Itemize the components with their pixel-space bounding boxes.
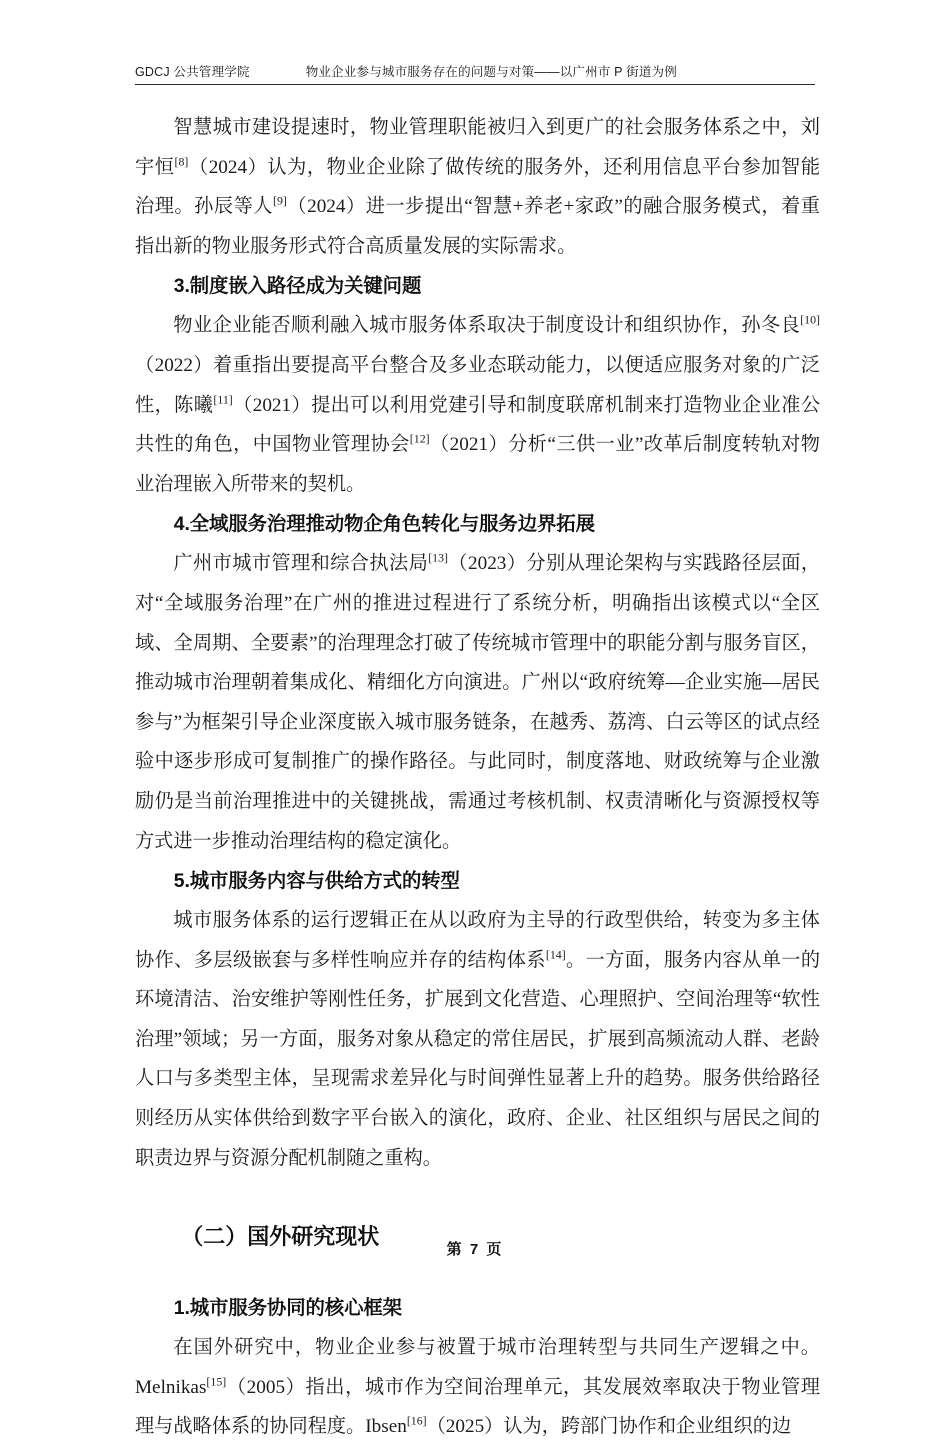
page-number-label: 第 7 页 xyxy=(446,1241,504,1258)
par-text-c: （2025）认为，跨部门协作和企业组织的边 xyxy=(426,1416,792,1438)
subheading-3-institutional-embedding: 3.制度嵌入路径成为关键问题 xyxy=(173,275,422,298)
header-thesis-title: 物业企业参与城市服务存在的问题与对策——以广州市 P 街道为例 xyxy=(305,65,677,79)
paragraph-service-transformation xyxy=(135,901,820,1178)
citation-ref-14: [14] xyxy=(545,947,566,962)
subheading-5-service-transformation: 5.城市服务内容与供给方式的转型 xyxy=(173,870,460,893)
par-text-c: （2021）提出可以利用党建引导和制度联席机制来打造物业企业准公共性的角色，中国物业管理协会 xyxy=(135,394,821,456)
par-text-a: 在国外研究中，物业企业参与被置于城市治理转型与共同生产逻辑之中。Melnikas xyxy=(135,1337,820,1398)
citation-ref-13: [13] xyxy=(428,550,449,565)
subheading-4-global-service-governance: 4.全域服务治理推动物企角色转化与服务边界拓展 xyxy=(173,513,595,536)
citation-ref-9: [9] xyxy=(273,193,287,208)
subheading-1-core-framework: 1.城市服务协同的核心框架 xyxy=(173,1297,402,1320)
par-text-b: （2022）着重指出要提高平台整合及多业态联动能力，以便适应服务对象的广泛性，陈曦 xyxy=(135,354,820,416)
citation-ref-10: [10] xyxy=(800,312,820,327)
par-text-d: （2021）分析“三供一业”改革后制度转轨对物业治理嵌入所带来的契机。 xyxy=(135,434,820,495)
par-text-b: 。一方面，服务内容从单一的环境清洁、治安维护等刚性任务，扩展到文化营造、心理照护、空间治理等“软性治理”领域；另一方面，服务对象从稳定的常住居民，扩展到高频流动人群、老龄人口与多类型主体，呈现需求差异化与时间弹性显著上升的趋势。服务供给路径则经历从实体供给到数字平台嵌入的演化，政府、企业、社区组织与居民之间的职责边界与资源分配机制随之重构。 xyxy=(135,949,821,1169)
heading-spacer xyxy=(135,1258,820,1288)
paragraph-overseas-core-framework xyxy=(135,1328,820,1447)
citation-ref-16: [16] xyxy=(406,1414,427,1429)
par-text-c: （2024）进一步提出“智慧+养老+家政”的融合服务模式，着重指出新的物业服务形式符合高质量发展的实际需求。 xyxy=(135,196,820,257)
citation-ref-15: [15] xyxy=(206,1374,227,1389)
par-text-a: 城市服务体系的运行逻辑正在从以政府为主导的行政型供给，转变为多主体协作、多层级嵌套与多样性响应并存的结构体系 xyxy=(135,910,820,971)
par-text-a: 物业企业能否顺利融入城市服务体系取决于制度设计和组织协作，孙冬良 xyxy=(173,315,801,337)
par-text-a: 智慧城市建设提速时，物业管理职能被归入到更广的社会服务体系之中，刘宇恒 xyxy=(135,117,820,178)
section-spacer xyxy=(135,1178,820,1216)
par-text-a: 广州市城市管理和综合执法局 xyxy=(173,553,429,575)
running-header xyxy=(135,62,815,85)
header-institution: GDCJ 公共管理学院 xyxy=(135,65,250,79)
par-text-b: （2005）指出，城市作为空间治理单元，其发展效率取决于物业管理理与战略体系的协同程度。Ibsen xyxy=(135,1376,820,1438)
paragraph-institutional-embedding xyxy=(135,306,820,504)
citation-ref-11: [11] xyxy=(213,392,233,407)
paragraph-global-service-governance xyxy=(135,544,820,861)
par-text-b: （2024）认为，物业企业除了做传统的服务外，还利用信息平台参加智能治理。孙辰等人 xyxy=(135,156,821,218)
paragraph-smart-city xyxy=(135,108,820,266)
page-footer xyxy=(0,1238,950,1259)
par-text-b: （2023）分别从理论架构与实践路径层面，对“全域服务治理”在广州的推进过程进行了系统分析，明确指出该模式以“全区域、全周期、全要素”的治理理念打破了传统城市管理中的职能分割与服务盲区，推动城市治理朝着集成化、精细化方向演进。广州以“政府统筹—企业实施—居民参与”为框架引导企业深度嵌入城市服务链条，在越秀、荔湾、白云等区的试点经验中逐步形成可复制推广的操作路径。与此同时，制度落地、财政统筹与企业激励仍是当前治理推进中的关键挑战，需通过考核机制、权责清晰化与资源授权等方式进一步推动治理结构的稳定演化。 xyxy=(135,553,821,852)
citation-ref-8: [8] xyxy=(174,154,189,169)
citation-ref-12: [12] xyxy=(409,431,430,446)
section-heading-overseas-research: （二）国外研究现状 xyxy=(181,1224,380,1250)
